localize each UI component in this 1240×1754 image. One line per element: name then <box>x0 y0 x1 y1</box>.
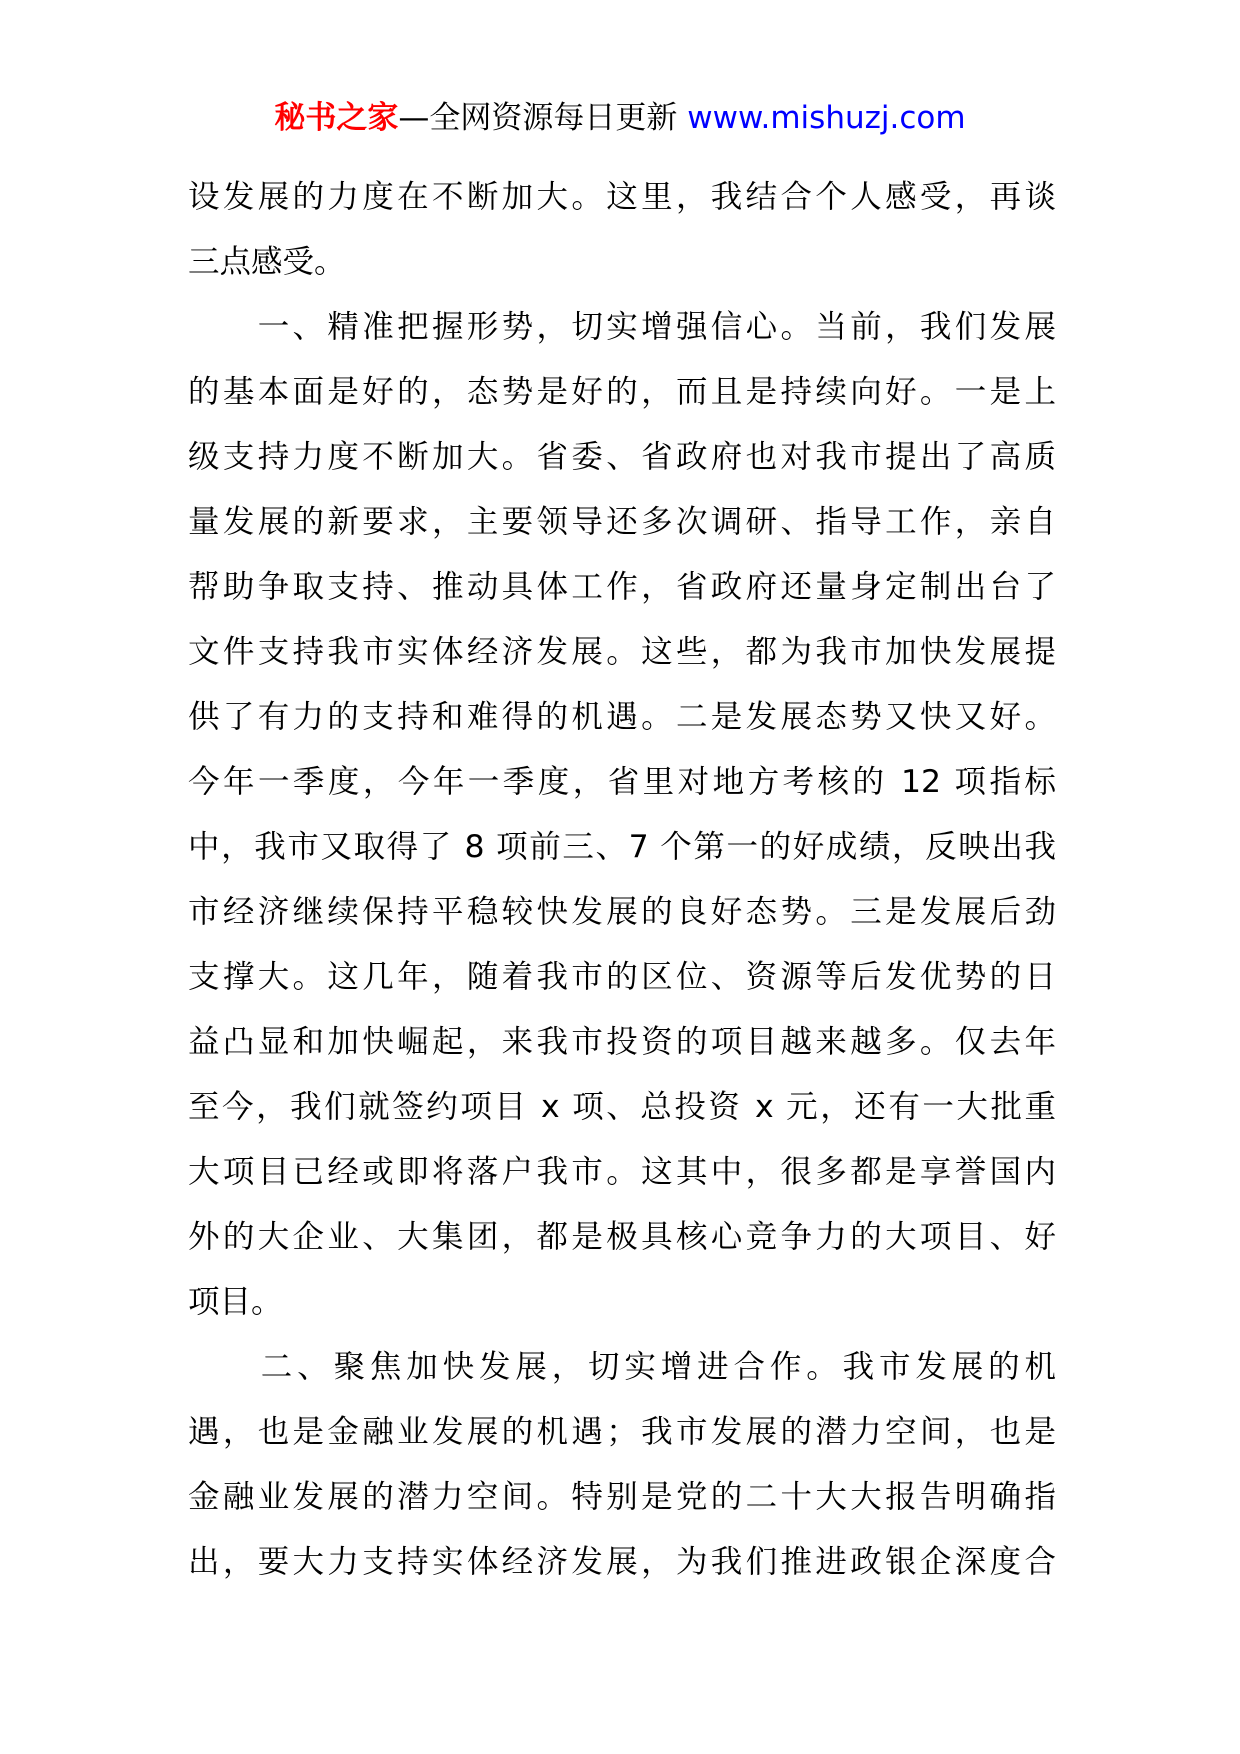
document-body <box>188 165 1056 1595</box>
text-line: 遇，也是金融业发展的机遇；我市发展的潜力空间，也是 <box>188 1414 1056 1450</box>
site-url-link[interactable]: www.mishuzj.com <box>687 100 966 136</box>
text-line: 益凸显和加快崛起，来我市投资的项目越来越多。仅去年 <box>188 1024 1056 1060</box>
site-brand: 秘书之家 <box>274 100 399 136</box>
text-line: 三点感受。 <box>188 244 346 280</box>
text-line: 项目。 <box>188 1284 283 1320</box>
text-line: 外的大企业、大集团，都是极具核心竞争力的大项目、好 <box>188 1219 1056 1255</box>
text-line: 市经济继续保持平稳较快发展的良好态势。三是发展后劲 <box>188 894 1056 930</box>
text-line: 中，我市又取得了 8 项前三、7 个第一的好成绩，反映出我 <box>188 829 1056 865</box>
text-line: 金融业发展的潜力空间。特别是党的二十大大报告明确指 <box>188 1479 1056 1515</box>
site-header <box>0 98 1240 138</box>
section-heading-line: 一、精准把握形势，切实增强信心。当前，我们发展 <box>188 309 1056 345</box>
text-line: 支撑大。这几年，随着我市的区位、资源等后发优势的日 <box>188 959 1056 995</box>
text-line: 级支持力度不断加大。省委、省政府也对我市提出了高质 <box>188 439 1056 475</box>
text-line: 出，要大力支持实体经济发展，为我们推进政银企深度合 <box>188 1544 1056 1580</box>
section-heading-line: 二、聚焦加快发展，切实增进合作。我市发展的机 <box>188 1349 1056 1385</box>
text-line: 至今，我们就签约项目 x 项、总投资 x 元，还有一大批重 <box>188 1089 1056 1125</box>
text-line: 大项目已经或即将落户我市。这其中，很多都是享誉国内 <box>188 1154 1056 1190</box>
text-line: 量发展的新要求，主要领导还多次调研、指导工作，亲自 <box>188 504 1056 540</box>
text-line: 设发展的力度在不断加大。这里，我结合个人感受，再谈 <box>188 179 1056 215</box>
text-line: 文件支持我市实体经济发展。这些，都为我市加快发展提 <box>188 634 1056 670</box>
text-line: 今年一季度，今年一季度，省里对地方考核的 12 项指标 <box>188 764 1056 800</box>
text-line: 供了有力的支持和难得的机遇。二是发展态势又快又好。 <box>188 699 1056 735</box>
text-line: 帮助争取支持、推动具体工作，省政府还量身定制出台了 <box>188 569 1056 605</box>
site-tagline: —全网资源每日更新 <box>398 100 678 136</box>
text-line: 的基本面是好的，态势是好的，而且是持续向好。一是上 <box>188 374 1056 410</box>
